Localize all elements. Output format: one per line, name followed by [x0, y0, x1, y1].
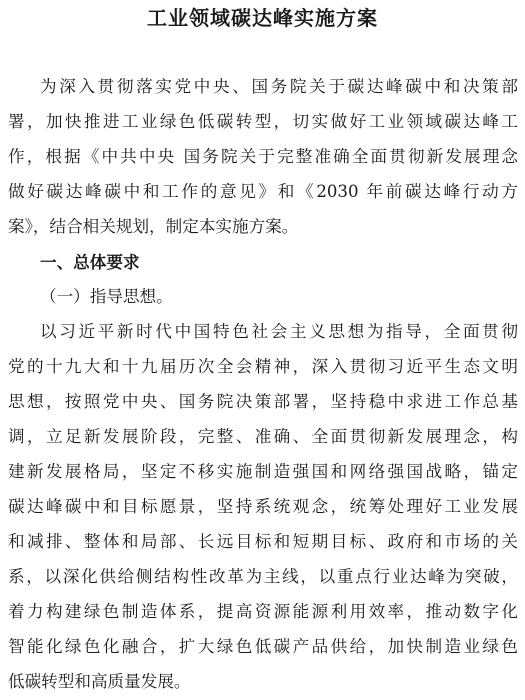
intro-line-1: 为深入贯彻落实党中央、国务院关于碳达峰碳中和决策部 [40, 77, 518, 96]
body-line-4: 调，立足新发展阶段，完整、准确、全面贯彻新发展理念，构 [8, 427, 518, 446]
body-line-11: 低碳转型和高质量发展。 [8, 672, 191, 691]
body-line-7: 和减排、整体和局部、长远目标和短期目标、政府和市场的关 [8, 532, 518, 551]
body-line-1: 以习近平新时代中国特色社会主义思想为指导，全面贯彻 [40, 322, 518, 341]
subsection-heading: （一）指导思想。 [40, 287, 173, 306]
section-heading: 一、总体要求 [40, 252, 140, 272]
body-line-8: 系，以深化供给侧结构性改革为主线，以重点行业达峰为突破， [8, 567, 518, 586]
intro-line-5: 案》，结合相关规划，制定本实施方案。 [8, 217, 299, 236]
body-line-5: 建新发展格局，坚定不移实施制造强国和网络强国战略，锚定 [8, 462, 518, 481]
body-line-6: 碳达峰碳中和目标愿景，坚持系统观念，统筹处理好工业发展 [8, 497, 518, 516]
body-line-3: 思想，按照党中央、国务院决策部署，坚持稳中求进工作总基 [8, 392, 518, 411]
intro-line-3: 作，根据《中共中央 国务院关于完整准确全面贯彻新发展理念 [8, 147, 518, 166]
document-title: 工业领域碳达峰实施方案 [147, 6, 378, 30]
body-line-10: 智能化绿色化融合，扩大绿色低碳产品供给，加快制造业绿色 [8, 637, 518, 656]
body-line-2: 党的十九大和十九届历次全会精神，深入贯彻习近平生态文明 [8, 357, 518, 376]
intro-line-4: 做好碳达峰碳中和工作的意见》和《2030 年前碳达峰行动方 [8, 182, 518, 201]
intro-line-2: 署，加快推进工业绿色低碳转型，切实做好工业领域碳达峰工 [8, 112, 518, 131]
body-line-9: 着力构建绿色制造体系，提高资源能源利用效率，推动数字化 [8, 602, 518, 621]
